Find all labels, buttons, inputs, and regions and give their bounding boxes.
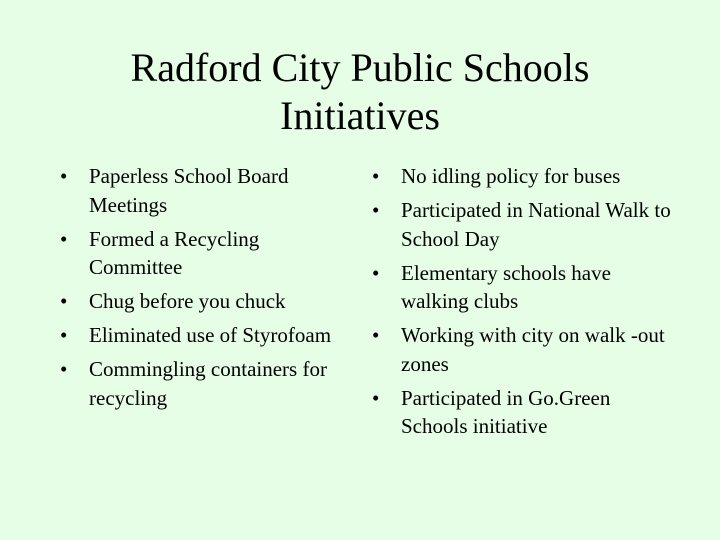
- right-bullet-3: • Elementary schools have walking clubs: [372, 259, 672, 316]
- right-bullet-4: • Working with city on walk -out zones: [372, 321, 672, 378]
- right-bullet-2: • Participated in National Walk to School Day: [372, 196, 672, 253]
- left-bullet-2: • Formed a Recycling Committee: [60, 225, 340, 282]
- right-bullet-1: • No idling policy for buses: [372, 162, 672, 191]
- right-bullet-5: • Participated in Go.Green Schools initiative: [372, 384, 672, 441]
- title-line-1: Radford City Public Schools: [130, 45, 590, 90]
- slide-title: [0, 44, 720, 140]
- left-bullet-4: • Eliminated use of Styrofoam: [60, 321, 340, 350]
- left-bullet-5: • Commingling containers for recycling: [60, 355, 340, 412]
- left-bullet-list: [60, 162, 340, 418]
- title-line-2: Initiatives: [280, 93, 440, 138]
- right-bullet-list: [372, 162, 672, 446]
- left-bullet-3: • Chug before you chuck: [60, 287, 340, 316]
- left-bullet-1: • Paperless School Board Meetings: [60, 162, 340, 219]
